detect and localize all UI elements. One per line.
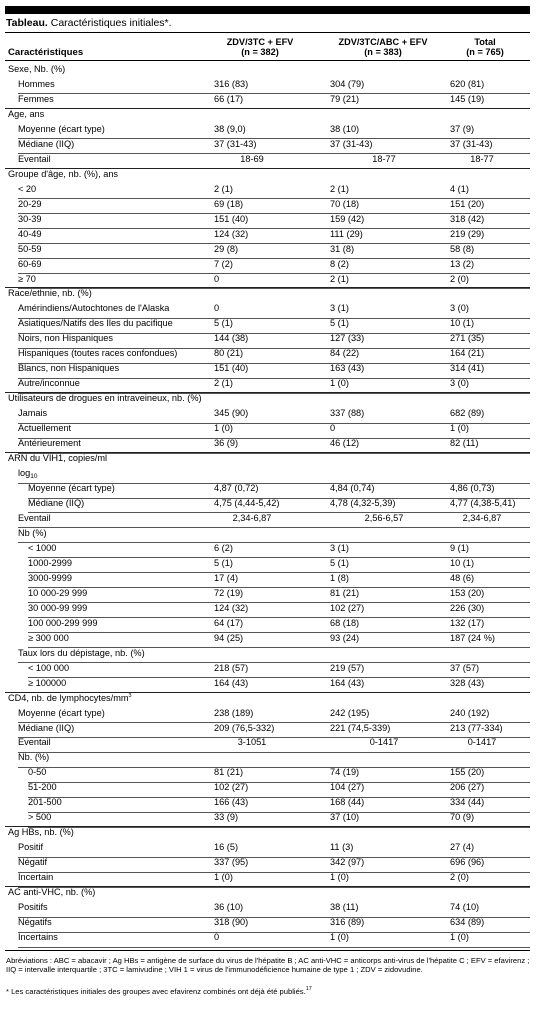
- section-rule: [5, 826, 530, 827]
- cell-col3: 10 (1): [450, 557, 475, 568]
- cell-col3: 27 (4): [450, 842, 475, 853]
- row-label: [18, 724, 74, 733]
- cell-col1: 5 (1): [214, 557, 233, 568]
- cell-col3: 151 (20): [450, 198, 485, 209]
- cell-col3: 318 (42): [450, 213, 485, 224]
- subheading: [18, 649, 145, 658]
- cell-col2: 74 (19): [330, 767, 360, 778]
- row-label: [28, 604, 87, 613]
- cell-col1: 36 (10): [214, 902, 244, 913]
- row-label: [18, 424, 71, 433]
- row-label-text: 10 000-29 999: [28, 587, 88, 598]
- cell-col1: 1 (0): [214, 872, 233, 883]
- row-label-text: Jamais: [18, 408, 48, 419]
- cell-col3: 3 (0): [450, 303, 469, 314]
- cell-col2: 81 (21): [330, 587, 360, 598]
- section-rule: [5, 692, 530, 693]
- cell-col3: 1 (0): [450, 423, 469, 434]
- cell-col2: 2 (1): [330, 273, 349, 284]
- row-label: [18, 709, 105, 718]
- row-label: [18, 80, 55, 89]
- row-label-text: Taux lors du dépistage, nb. (%): [18, 647, 145, 658]
- section-rule: [5, 392, 530, 393]
- cell-col3: 696 (96): [450, 857, 485, 868]
- cell-col2: 2 (1): [330, 183, 349, 194]
- footnote-star: [6, 985, 532, 996]
- cell-col3: 18-77: [470, 153, 494, 164]
- section-rule: [5, 886, 530, 887]
- cell-col1: 1 (0): [214, 423, 233, 434]
- row-label-text: 100 000-299 999: [28, 617, 98, 628]
- section-heading: [8, 110, 44, 119]
- cell-col3: 226 (30): [450, 602, 485, 613]
- section-heading-text: ARN du VIH1, copies/ml: [8, 453, 108, 464]
- row-label-text: 30 000-99 999: [28, 602, 88, 613]
- cell-col1: 2 (1): [214, 183, 233, 194]
- cell-col3: 155 (20): [450, 767, 485, 778]
- row-label: [18, 125, 105, 134]
- row-label-text: Incertains: [18, 932, 58, 943]
- cell-col3: 9 (1): [450, 542, 469, 553]
- cell-col2: 221 (74,5-339): [330, 722, 391, 733]
- row-label-text: Eventail: [18, 153, 51, 164]
- cell-col2: 4,84 (0,74): [330, 483, 375, 494]
- cell-col3: 219 (29): [450, 228, 485, 239]
- header-col3-n: (n = 765): [466, 47, 504, 57]
- cell-col3: 74 (10): [450, 902, 480, 913]
- row-label-text: > 500: [28, 812, 52, 823]
- cell-col1: 4,75 (4,44-5,42): [214, 498, 280, 509]
- row-label: [18, 275, 36, 284]
- header-col1: [204, 37, 316, 57]
- row-label-text: Blancs, non Hispaniques: [18, 363, 120, 374]
- row-label: [18, 334, 113, 343]
- cell-col3: 2 (0): [450, 273, 469, 284]
- row-label-text: Autre/inconnue: [18, 378, 80, 389]
- section-rule: [5, 108, 530, 109]
- cell-col1: 151 (40): [214, 213, 249, 224]
- section-heading: [8, 65, 65, 74]
- cell-col2: 2,56-6,57: [364, 512, 404, 523]
- row-label-text: 201-500: [28, 797, 62, 808]
- cell-col3: 271 (35): [450, 333, 485, 344]
- subheading: [18, 529, 47, 538]
- row-label-text: Hommes: [18, 78, 55, 89]
- cell-col2: 163 (43): [330, 363, 365, 374]
- row-label: [18, 185, 36, 194]
- row-label: [18, 843, 43, 852]
- cell-col3: 2,34-6,87: [462, 512, 502, 523]
- row-label-text: Actuellement: [18, 423, 72, 434]
- row-label-text: 3000-9999: [28, 572, 72, 583]
- row-label: [18, 873, 53, 882]
- cell-col3: 1 (0): [450, 932, 469, 943]
- section-heading: [8, 170, 118, 179]
- row-label: [28, 484, 115, 493]
- cell-col1: 4,87 (0,72): [214, 483, 259, 494]
- row-label-text: Noirs, non Hispaniques: [18, 333, 113, 344]
- cell-col1: 18-69: [240, 153, 264, 164]
- cell-col2: 102 (27): [330, 602, 365, 613]
- cell-col1: 209 (76,5-332): [214, 722, 275, 733]
- row-label-text: Médiane (IIQ): [28, 498, 85, 509]
- section-heading-text: Race/ethnie, nb. (%): [8, 288, 92, 299]
- cell-col1: 151 (40): [214, 363, 249, 374]
- row-label-text: < 100 000: [28, 662, 70, 673]
- section-rule: [5, 168, 530, 169]
- cell-col3: 2 (0): [450, 872, 469, 883]
- section-heading-text: Utilisateurs de drogues en intraveineux, nb. (%): [8, 393, 202, 404]
- row-label: [18, 364, 119, 373]
- row-label: [18, 379, 80, 388]
- cell-col3: 3 (0): [450, 378, 469, 389]
- cell-col1: 337 (95): [214, 857, 249, 868]
- cell-col3: 153 (20): [450, 587, 485, 598]
- row-label-text: Moyenne (écart type): [18, 707, 105, 718]
- row-label-text: Nb (%): [18, 527, 47, 538]
- row-label: [18, 245, 42, 254]
- row-label: [18, 439, 81, 448]
- row-label: [28, 813, 51, 822]
- cell-col1: 2 (1): [214, 378, 233, 389]
- row-label-text: ≥ 300 000: [28, 632, 69, 643]
- cell-col3: 4,86 (0,73): [450, 483, 495, 494]
- cell-col3: 164 (21): [450, 348, 485, 359]
- row-label: [18, 858, 47, 867]
- row-label-text: Femmes: [18, 93, 54, 104]
- section-heading: [8, 394, 202, 403]
- row-label: [18, 140, 74, 149]
- cell-col1: 144 (38): [214, 333, 249, 344]
- cell-col2: 0: [330, 423, 336, 434]
- header-col2-n: (n = 383): [364, 47, 402, 57]
- cell-col2: 5 (1): [330, 557, 349, 568]
- cell-col2: 159 (42): [330, 213, 365, 224]
- cell-col1: 124 (32): [214, 228, 249, 239]
- cell-col3: 187 (24 %): [450, 632, 495, 643]
- cell-col1: 0: [214, 932, 220, 943]
- cell-col1: 0: [214, 273, 220, 284]
- cell-col1: 5 (1): [214, 318, 233, 329]
- section-heading: [8, 289, 92, 298]
- cell-col1: 29 (8): [214, 243, 239, 254]
- cell-col2: 1 (8): [330, 572, 349, 583]
- cell-col2: 337 (88): [330, 408, 365, 419]
- cell-col3: 132 (17): [450, 617, 485, 628]
- cell-col2: 3 (1): [330, 303, 349, 314]
- title-label: Tableau.: [6, 17, 48, 29]
- row-label-text: 0-50: [28, 767, 47, 778]
- cell-col1: 64 (17): [214, 617, 244, 628]
- row-separator: [18, 527, 530, 528]
- cell-col2: 164 (43): [330, 677, 365, 688]
- cell-col1: 72 (19): [214, 587, 244, 598]
- row-label: [18, 260, 42, 269]
- row-label-text: Médiane (IIQ): [18, 722, 75, 733]
- row-label-text: Moyenne (écart type): [28, 483, 115, 494]
- cell-col1: 124 (32): [214, 602, 249, 613]
- row-label: [18, 903, 48, 912]
- cell-col2: 5 (1): [330, 318, 349, 329]
- row-label: [18, 514, 51, 523]
- header-col2: [322, 37, 444, 57]
- cell-col3: 37 (57): [450, 662, 480, 673]
- row-label-text: Médiane (IIQ): [18, 138, 75, 149]
- cell-col1: 36 (9): [214, 438, 239, 449]
- cell-col2: 38 (11): [330, 902, 359, 913]
- cell-col2: 1 (0): [330, 932, 349, 943]
- header-col3-name: Total: [474, 37, 496, 47]
- section-heading-text: Groupe d'âge, nb. (%), ans: [8, 168, 119, 179]
- section-heading: [8, 888, 95, 897]
- cell-col1: 81 (21): [214, 767, 244, 778]
- header-col3: [445, 37, 525, 57]
- cell-col3: 48 (6): [450, 572, 475, 583]
- section-heading: [8, 694, 132, 703]
- cell-col3: 240 (192): [450, 707, 490, 718]
- cell-col2: 68 (18): [330, 617, 360, 628]
- row-label-text: Hispaniques (toutes races confondues): [18, 348, 178, 359]
- footnote-abbreviations: Abréviations : ABC = abacavir ; Ag HBs = antigène de surface du virus de l'hépatite B ; AC anti-VHC = anticorps anti-virus de l'hépatite C ; EFV = efavirenz ; IIQ = intervalle interquartile ; 3TC = lamivudine ; VIH 1 = virus de l'immunodéficience humaine de type 1 ; ZDV = zidovudine.: [6, 956, 530, 975]
- row-label: [18, 409, 47, 418]
- cell-col1: 17 (4): [214, 572, 239, 583]
- cell-col1: 164 (43): [214, 677, 249, 688]
- cell-col3: 334 (44): [450, 797, 485, 808]
- cell-col1: 318 (90): [214, 917, 249, 928]
- cell-col2: 342 (97): [330, 857, 365, 868]
- cell-col3: 4,77 (4,38-5,41): [450, 498, 516, 509]
- row-label: [28, 634, 69, 643]
- cell-col1: 102 (27): [214, 782, 249, 793]
- row-label-text: 50-59: [18, 243, 42, 254]
- row-label: [18, 95, 54, 104]
- row-label-text: 60-69: [18, 258, 42, 269]
- subheading: [18, 469, 38, 481]
- cell-col2: 79 (21): [330, 93, 360, 104]
- cell-col1: 7 (2): [214, 258, 233, 269]
- cell-col1: 66 (17): [214, 93, 244, 104]
- cell-col2: 242 (195): [330, 707, 370, 718]
- row-label: [28, 619, 97, 628]
- header-col1-name: ZDV/3TC + EFV: [226, 37, 294, 47]
- cell-col1: 94 (25): [214, 632, 244, 643]
- row-label: [28, 589, 87, 598]
- section-rule: [5, 287, 530, 288]
- row-label-text: Positif: [18, 842, 44, 853]
- row-label-text: Eventail: [18, 737, 51, 748]
- row-label: [28, 574, 72, 583]
- row-label-text: Antérieurement: [18, 438, 81, 449]
- footnote-star-ref: 17: [305, 986, 312, 992]
- cell-col1: 6 (2): [214, 542, 233, 553]
- cell-col2: 11 (3): [330, 842, 354, 853]
- cell-col1: 238 (189): [214, 707, 254, 718]
- cell-col1: 16 (5): [214, 842, 239, 853]
- row-separator: [18, 752, 530, 753]
- row-label-text: 1000-2999: [28, 557, 72, 568]
- row-label-text: 20-29: [18, 198, 42, 209]
- cell-col2: 8 (2): [330, 258, 349, 269]
- row-label-text: Incertain: [18, 872, 54, 883]
- section-heading-sup: 3: [128, 692, 132, 699]
- row-label: [18, 304, 169, 313]
- section-heading-text: Ag HBs, nb. (%): [8, 827, 74, 838]
- cell-col2: 46 (12): [330, 438, 360, 449]
- row-label: [18, 215, 42, 224]
- section-heading-text: CD4, nb. de lymphocytes/mm: [8, 692, 129, 703]
- row-label: [18, 933, 58, 942]
- footnote-star-text: * Les caractéristiques initiales des groupes avec efavirenz combinés ont déjà été publiés.: [6, 987, 306, 996]
- cell-col2: 104 (27): [330, 782, 365, 793]
- row-label-text: Négatifs: [18, 917, 52, 928]
- row-label-text: < 1000: [28, 542, 57, 553]
- cell-col1: 80 (21): [214, 348, 244, 359]
- cell-col1: 3-1051: [237, 737, 267, 748]
- row-label-text: < 20: [18, 183, 37, 194]
- row-label-text: ≥ 100000: [28, 677, 67, 688]
- row-label: [28, 679, 66, 688]
- cell-col3: 0-1417: [467, 737, 497, 748]
- row-label-text: 30-39: [18, 213, 42, 224]
- row-label-text: Eventail: [18, 512, 51, 523]
- row-label: [28, 664, 69, 673]
- header-col1-n: (n = 382): [241, 47, 279, 57]
- row-label-text: Amérindiens/Autochtones de l'Alaska: [18, 303, 170, 314]
- cell-col2: 70 (18): [330, 198, 360, 209]
- row-label-text: 40-49: [18, 228, 42, 239]
- cell-col1: 69 (18): [214, 198, 244, 209]
- cell-col2: 31 (8): [330, 243, 355, 254]
- table-bottom-rule: [5, 950, 530, 951]
- cell-col1: 37 (31-43): [214, 138, 257, 149]
- cell-col3: 70 (9): [450, 812, 475, 823]
- cell-col2: 0-1417: [369, 737, 399, 748]
- cell-col3: 82 (11): [450, 438, 479, 449]
- cell-col3: 213 (77-334): [450, 722, 503, 733]
- cell-col2: 4,78 (4,32-5,39): [330, 498, 396, 509]
- row-label-text: Nb. (%): [18, 752, 50, 763]
- row-label: [18, 230, 42, 239]
- cell-col3: 37 (31-43): [450, 138, 493, 149]
- row-label: [18, 738, 51, 747]
- title-text: Caractéristiques initiales*.: [47, 17, 172, 29]
- cell-col2: 3 (1): [330, 542, 349, 553]
- row-label: [28, 768, 46, 777]
- row-label: [28, 798, 62, 807]
- section-heading: [8, 828, 74, 837]
- row-label-text: Négatif: [18, 857, 48, 868]
- cell-col3: 13 (2): [450, 258, 475, 269]
- cell-col2: 84 (22): [330, 348, 360, 359]
- cell-col3: 634 (89): [450, 917, 485, 928]
- table-title: [6, 18, 172, 29]
- cell-col3: 328 (43): [450, 677, 485, 688]
- cell-col1: 0: [214, 303, 220, 314]
- cell-col1: 316 (83): [214, 78, 249, 89]
- cell-col2: 316 (89): [330, 917, 365, 928]
- row-label: [28, 559, 72, 568]
- cell-col2: 18-77: [372, 153, 396, 164]
- row-label: [18, 200, 42, 209]
- cell-col3: 206 (27): [450, 782, 485, 793]
- top-bar: [5, 6, 530, 14]
- section-heading-text: Age, ans: [8, 108, 45, 119]
- cell-col2: 93 (24): [330, 632, 360, 643]
- cell-col3: 682 (89): [450, 408, 485, 419]
- row-label: [18, 319, 173, 328]
- row-label-text: log: [18, 468, 31, 479]
- cell-col1: 345 (90): [214, 408, 249, 419]
- cell-col3: 620 (81): [450, 78, 485, 89]
- cell-col1: 33 (9): [214, 812, 239, 823]
- cell-col3: 10 (1): [450, 318, 475, 329]
- cell-col2: 219 (57): [330, 662, 365, 673]
- cell-col2: 111 (29): [330, 228, 363, 239]
- cell-col3: 314 (41): [450, 363, 485, 374]
- row-label-text: Moyenne (écart type): [18, 123, 105, 134]
- cell-col3: 58 (8): [450, 243, 475, 254]
- row-label-text: Asiatiques/Natifs des Iles du pacifique: [18, 318, 173, 329]
- row-label: [28, 783, 57, 792]
- header-col2-name: ZDV/3TC/ABC + EFV: [338, 37, 428, 47]
- row-label: [18, 918, 52, 927]
- cell-col1: 166 (43): [214, 797, 249, 808]
- subheading: [18, 753, 49, 762]
- row-label-text: 51-200: [28, 782, 57, 793]
- section-heading-text: AC anti-VHC, nb. (%): [8, 887, 96, 898]
- cell-col1: 2,34-6,87: [232, 512, 272, 523]
- section-heading: [8, 454, 107, 463]
- cell-col1: 218 (57): [214, 662, 249, 673]
- cell-col2: 127 (33): [330, 333, 365, 344]
- header-bottom-rule: [5, 60, 530, 61]
- cell-col2: 38 (10): [330, 123, 360, 134]
- row-label: [18, 155, 51, 164]
- cell-col2: 168 (44): [330, 797, 365, 808]
- section-rule: [5, 452, 530, 453]
- cell-col2: 304 (79): [330, 78, 365, 89]
- header-top-rule: [5, 32, 530, 33]
- cell-col2: 37 (10): [330, 812, 360, 823]
- row-label: [18, 349, 177, 358]
- row-separator: [18, 947, 530, 948]
- cell-col2: 1 (0): [330, 378, 349, 389]
- row-label: [28, 499, 84, 508]
- header-characteristics: Caractéristiques: [8, 47, 84, 58]
- row-label: [28, 544, 56, 553]
- row-label-text: Positifs: [18, 902, 48, 913]
- cell-col1: 38 (9,0): [214, 123, 246, 134]
- cell-col3: 145 (19): [450, 93, 485, 104]
- cell-col2: 1 (0): [330, 872, 349, 883]
- row-label-text: ≥ 70: [18, 273, 36, 284]
- cell-col3: 4 (1): [450, 183, 469, 194]
- cell-col3: 37 (9): [450, 123, 475, 134]
- row-label-subscript: 10: [30, 473, 38, 481]
- section-heading-text: Sexe, Nb. (%): [8, 64, 66, 74]
- cell-col2: 37 (31-43): [330, 138, 373, 149]
